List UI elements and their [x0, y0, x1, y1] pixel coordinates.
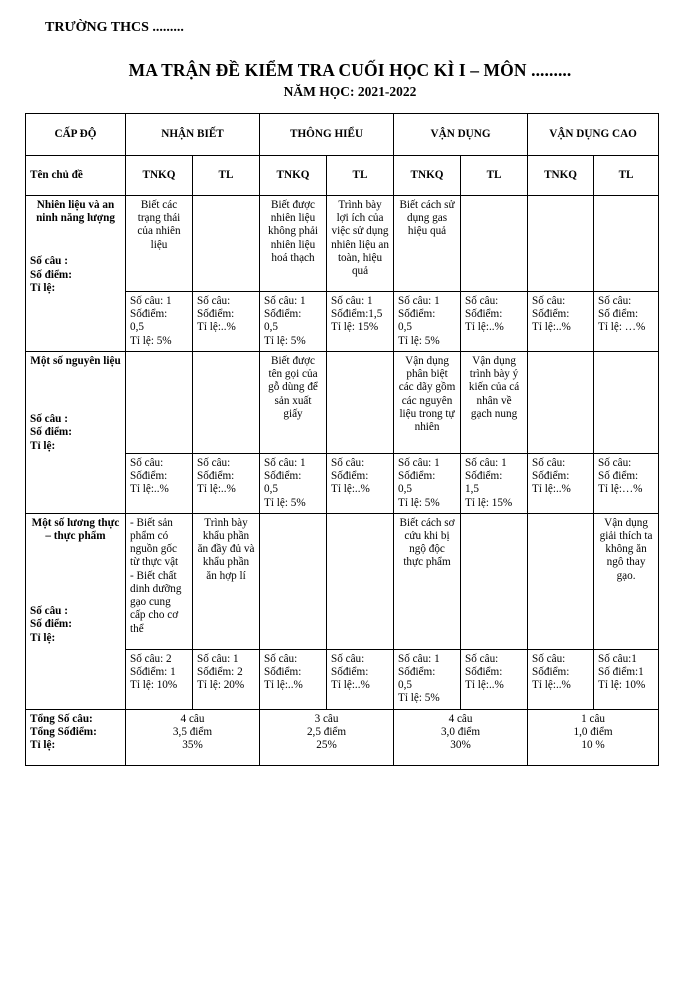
content-cell: Biết cách sử dụng gas hiệu quả [394, 196, 461, 292]
school-name: TRƯỜNG THCS ......... [45, 20, 184, 35]
topic-content-row [26, 351, 659, 453]
content-cell [327, 513, 394, 649]
header-row-sub [26, 156, 659, 196]
content-cell: Trình bày khẩu phần ăn đầy đủ và khẩu phần ăn hợp lí [193, 513, 260, 649]
topic-name: Một số lương thực – thực phẩm [31, 516, 120, 542]
exam-matrix-table [25, 113, 659, 766]
stat-cell: Số câu: Sốđiểm: Tỉ lệ:..% [126, 453, 193, 513]
topic-stat-labels: Số câu : Số điểm: Tỉ lệ: [30, 413, 72, 452]
topic-cell [26, 196, 126, 352]
content-cell [260, 513, 327, 649]
stat-cell: Số câu: 1 Sốđiểm: 0,5 Tỉ lệ: 5% [394, 292, 461, 352]
topic-stat-labels: Số câu : Số điểm: Tỉ lệ: [30, 605, 72, 644]
level-header: VẬN DỤNG [394, 114, 528, 156]
stat-cell: Số câu: Sốđiểm: Tỉ lệ:..% [327, 453, 394, 513]
stat-cell: Số câu: 1 Sốđiểm: 0,5 Tỉ lệ: 5% [394, 649, 461, 709]
sub-header: TNKQ [394, 156, 461, 196]
sub-header: TL [594, 156, 659, 196]
content-cell [461, 513, 528, 649]
stat-cell: Số câu: Sốđiểm: Tỉ lệ:..% [193, 292, 260, 352]
totals-row [26, 709, 659, 765]
content-cell: Vận dụng giải thích ta không ăn ngô thay gạo. [594, 513, 659, 649]
level-header: THÔNG HIỂU [260, 114, 394, 156]
content-cell [594, 196, 659, 292]
stat-cell: Số câu: 1 Sốđiểm:1,5 Tỉ lệ: 15% [327, 292, 394, 352]
stat-cell: Số câu: Sốđiểm: Tỉ lệ:..% [528, 453, 594, 513]
stat-cell: Số câu:1 Số điểm:1 Tỉ lệ: 10% [594, 649, 659, 709]
content-cell: Biết các trạng thái của nhiên liệu [126, 196, 193, 292]
total-cell: 4 câu 3,5 điểm 35% [126, 709, 260, 765]
content-cell: Vận dụng trình bày ý kiến của cá nhân về gạch nung [461, 351, 528, 453]
stat-cell: Số câu: Sốđiểm: Tỉ lệ:..% [528, 292, 594, 352]
topic-content-row [26, 196, 659, 292]
school-year: NĂM HỌC: 2021-2022 [283, 84, 417, 99]
sub-header: TL [327, 156, 394, 196]
sub-header: TL [461, 156, 528, 196]
stat-cell: Số câu: 2 Sốđiểm: 1 Tỉ lệ: 10% [126, 649, 193, 709]
stat-cell: Số câu: Số điểm: Tỉ lệ: …% [594, 292, 659, 352]
stat-cell: Số câu: 1 Sốđiểm: 0,5 Tỉ lệ: 5% [394, 453, 461, 513]
stat-cell: Số câu: Sốđiểm: Tỉ lệ:..% [260, 649, 327, 709]
content-cell [461, 196, 528, 292]
sub-header: TNKQ [260, 156, 327, 196]
content-cell: Biết được tên gọi của gỗ dùng để sản xuất giấy [260, 351, 327, 453]
stat-cell: Số câu: Sốđiểm: Tỉ lệ:..% [528, 649, 594, 709]
content-cell [126, 351, 193, 453]
cap-do-header: CẤP ĐỘ [26, 114, 126, 156]
total-cell: 1 câu 1,0 điểm 10 % [528, 709, 659, 765]
content-cell: Trình bày lợi ích của việc sử dụng nhiên liệu an toàn, hiệu quả [327, 196, 394, 292]
level-header: NHẬN BIẾT [126, 114, 260, 156]
content-cell: Biết cách sơ cứu khi bị ngộ độc thực phẩm [394, 513, 461, 649]
stat-cell: Số câu: 1 Sốđiểm: 0,5 Tỉ lệ: 5% [260, 453, 327, 513]
stat-cell: Số câu: 1 Sốđiểm: 2 Tỉ lệ: 20% [193, 649, 260, 709]
sub-header: TNKQ [126, 156, 193, 196]
content-cell [528, 351, 594, 453]
topic-cell [26, 351, 126, 513]
stat-cell: Số câu: Số điểm: Tỉ lệ:…% [594, 453, 659, 513]
content-cell: Vận dụng phân biệt các dãy gồm các nguyên liệu trong tự nhiên [394, 351, 461, 453]
content-cell [193, 351, 260, 453]
level-header: VẬN DỤNG CAO [528, 114, 659, 156]
content-cell [594, 351, 659, 453]
total-cell: 4 câu 3,0 điểm 30% [394, 709, 528, 765]
stat-cell: Số câu: Sốđiểm: Tỉ lệ:..% [461, 292, 528, 352]
stat-cell: Số câu: Sốđiểm: Tỉ lệ:..% [461, 649, 528, 709]
total-cell: 3 câu 2,5 điểm 25% [260, 709, 394, 765]
content-cell: - Biết sản phẩm có nguồn gốc từ thực vật - Biết chất dinh dưỡng gạo cung cấp cho cơ thể [126, 513, 193, 649]
sub-header: TL [193, 156, 260, 196]
content-cell [528, 513, 594, 649]
topic-cell [26, 513, 126, 709]
document-title: MA TRẬN ĐỀ KIỂM TRA CUỐI HỌC KÌ I – MÔN ......... [128, 60, 572, 80]
stat-cell: Số câu: 1 Sốđiểm: 0,5 Tỉ lệ: 5% [260, 292, 327, 352]
content-cell [193, 196, 260, 292]
stat-cell: Số câu: Sốđiểm: Tỉ lệ:..% [193, 453, 260, 513]
content-cell: Biết được nhiên liệu không phải nhiên liệu hoá thạch [260, 196, 327, 292]
stat-cell: Số câu: Sốđiểm: Tỉ lệ:..% [327, 649, 394, 709]
ten-chu-de-header: Tên chủ đề [26, 156, 126, 196]
topic-name: Một số nguyên liệu [30, 354, 121, 367]
topic-stat-labels: Số câu : Số điểm: Tỉ lệ: [30, 255, 72, 294]
header-row-levels [26, 114, 659, 156]
topic-name: Nhiên liệu và an ninh năng lượng [36, 199, 115, 225]
topic-content-row [26, 513, 659, 649]
stat-cell: Số câu: 1 Sốđiểm: 0,5 Tỉ lệ: 5% [126, 292, 193, 352]
stat-cell: Số câu: 1 Sốđiểm: 1,5 Tỉ lệ: 15% [461, 453, 528, 513]
sub-header: TNKQ [528, 156, 594, 196]
content-cell [528, 196, 594, 292]
totals-labels: Tổng Số câu: Tổng Sốđiểm: Tỉ lệ: [26, 709, 126, 765]
content-cell [327, 351, 394, 453]
